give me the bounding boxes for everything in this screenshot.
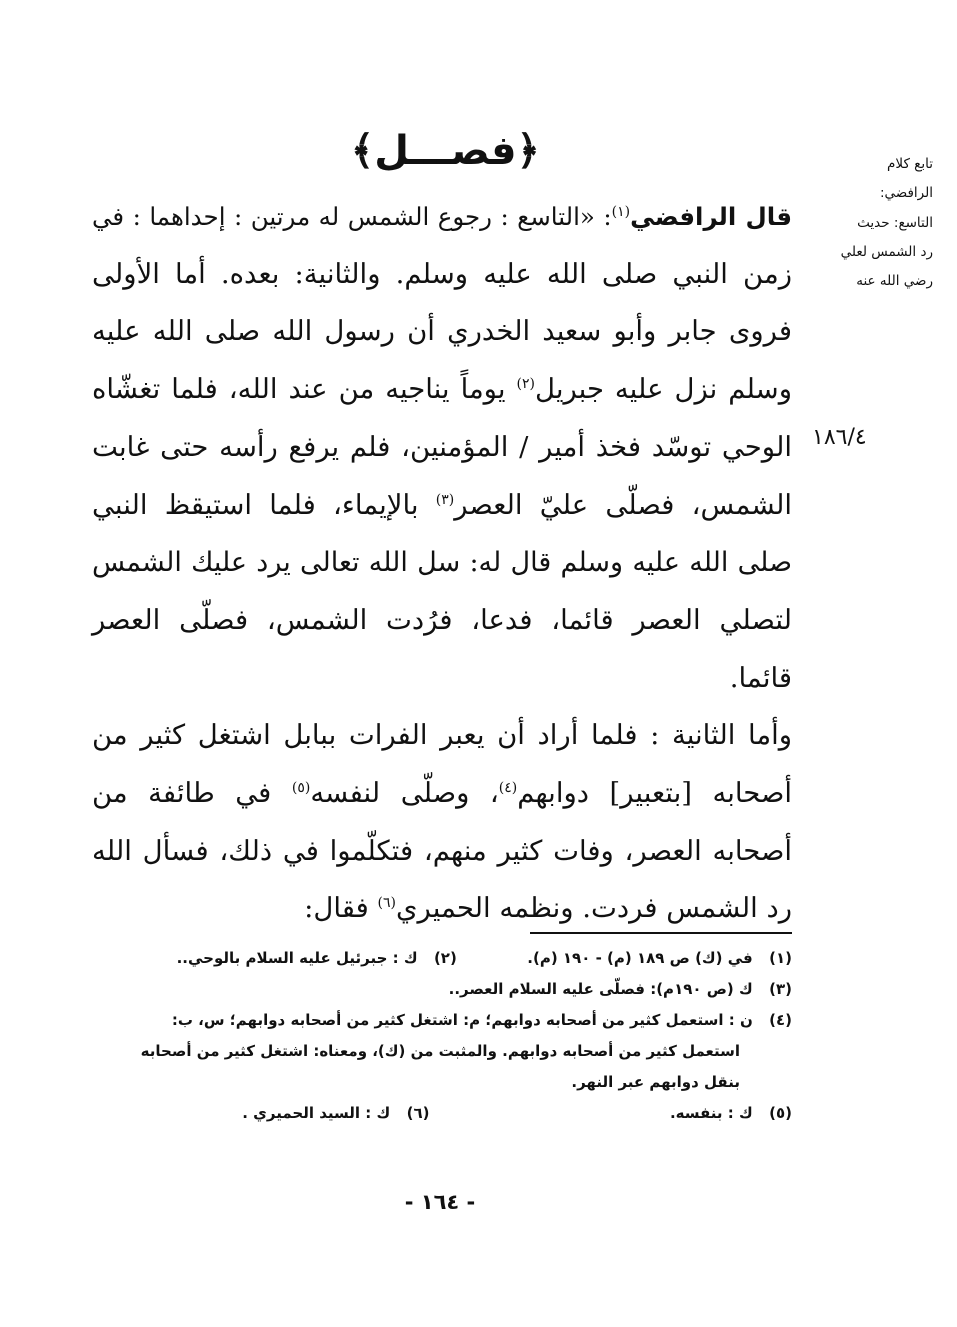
text-line: قائما.	[729, 661, 792, 694]
footnote-ref: (٣)	[435, 491, 455, 508]
section-heading: ﴿فصـــل﴾	[350, 128, 540, 174]
speaker-label: قال الرافضي	[630, 202, 792, 231]
text-segment: الشمس، فصلّى عليّ العصر	[454, 488, 793, 521]
footnote-ref: (١)	[611, 203, 631, 220]
footnote-continuation: بنقل دوابهم عبر النهر.	[571, 1073, 740, 1091]
footnote-row	[92, 1005, 792, 1036]
text-segment: فقال:	[304, 892, 378, 925]
footnote-number: (٤)	[769, 1011, 792, 1029]
text-segment: أصحابه [بتعبير] دوابهم	[517, 777, 792, 810]
footnote-text: ك : السيد الحميري .	[242, 1104, 391, 1122]
footnote-row	[92, 1098, 792, 1129]
folio-marker: ١٨٦/٤	[812, 425, 867, 450]
footnote-number: (٦)	[406, 1104, 430, 1122]
margin-note-line: التاسع: حديث	[857, 214, 933, 231]
text-line	[92, 361, 792, 419]
footnotes	[92, 943, 792, 1129]
text-line	[92, 765, 792, 823]
footnote-text: في (ك) ص ١٨٩ (م) - ١٩٠ (م).	[527, 949, 753, 967]
text-line: لتصلي العصر قائما، فدعا، فرُدت الشمس، فصلّى العصر	[92, 603, 792, 636]
margin-note-line: رضي الله عنه	[856, 273, 933, 290]
footnote-text: ك : جبرئيل عليه السلام بالوحي..	[176, 949, 418, 967]
footnote-number: (٣)	[769, 980, 792, 998]
text-line: وأما الثانية : فلما أراد أن يعبر الفرات ببابل اشتغل كثير من	[92, 719, 792, 752]
text-segment: ، وصلّى لنفسه	[310, 777, 499, 810]
text-segment: بالإيماء، فلما استيقظ النبي	[92, 488, 436, 521]
text-segment: رد الشمس فردت. ونظمه الحميري	[396, 892, 792, 925]
text-segment: في طائفة من	[92, 777, 292, 810]
footnote-text: ك (ص ١٩٠م): فصلّى عليه السلام العصر..	[448, 980, 753, 998]
text-line	[92, 880, 792, 938]
text-segment: وسلم نزل عليه جبريل	[535, 373, 792, 406]
margin-note-line: الرافضي:	[879, 185, 933, 202]
footnote-row	[92, 943, 792, 974]
footnote-ref: (٢)	[516, 375, 535, 392]
text-line: صلى الله عليه وسلم قال له: سل الله تعالى يرد عليك الشمس	[92, 547, 792, 579]
footnote-number: (٥)	[769, 1104, 792, 1122]
text-line: زمن النبي صلى الله عليه وسلم. والثانية: بعده. أما الأولى	[92, 257, 792, 290]
text-line	[92, 477, 792, 535]
footnote-number: (١)	[769, 949, 792, 967]
main-text	[92, 188, 792, 938]
footnote-row	[92, 974, 792, 1005]
footnote-ref: (٦)	[377, 895, 396, 912]
margin-note-line: تابع كلام	[887, 156, 933, 172]
footnote-number: (٢)	[433, 949, 457, 967]
footnote-text: ك : بنفسه.	[669, 1104, 753, 1122]
margin-note	[808, 150, 933, 296]
text-segment: يوماً يناجيه من عند الله، فلما تغشّاه	[92, 373, 517, 406]
margin-note-line: رد الشمس لعلي	[840, 243, 933, 260]
footnote-ref: (٥)	[291, 779, 311, 796]
text-line	[92, 188, 792, 246]
text-segment: : «التاسع : رجوع الشمس له مرتين : إحداهما : في	[92, 202, 612, 231]
text-line: فروى جابر وأبو سعيد الخدري أن رسول الله صلى الله عليه	[92, 315, 792, 348]
footnote-continuation: استعمل كثير من أصحابه دوابهم. والمثبت من (ك)، ومعناه: اشتغل كثير من أصحابه	[140, 1042, 740, 1060]
footnote-ref: (٤)	[498, 779, 518, 796]
page-number: - ١٦٤ -	[404, 1190, 476, 1214]
footnote-separator	[530, 932, 792, 934]
footnote-text: ن : استعمل كثير من أصحابه دوابهم؛ م: اشتغل كثير من أصحابه دوابهم؛ س، ب:	[171, 1011, 753, 1029]
text-line: الوحي توسّد فخذ أمير / المؤمنين، فلم يرفع رأسه حتى غابت	[92, 430, 792, 463]
text-line: أصحابه العصر، وفات كثير منهم، فتكلّموا في ذلك، فسأل الله	[92, 834, 792, 867]
